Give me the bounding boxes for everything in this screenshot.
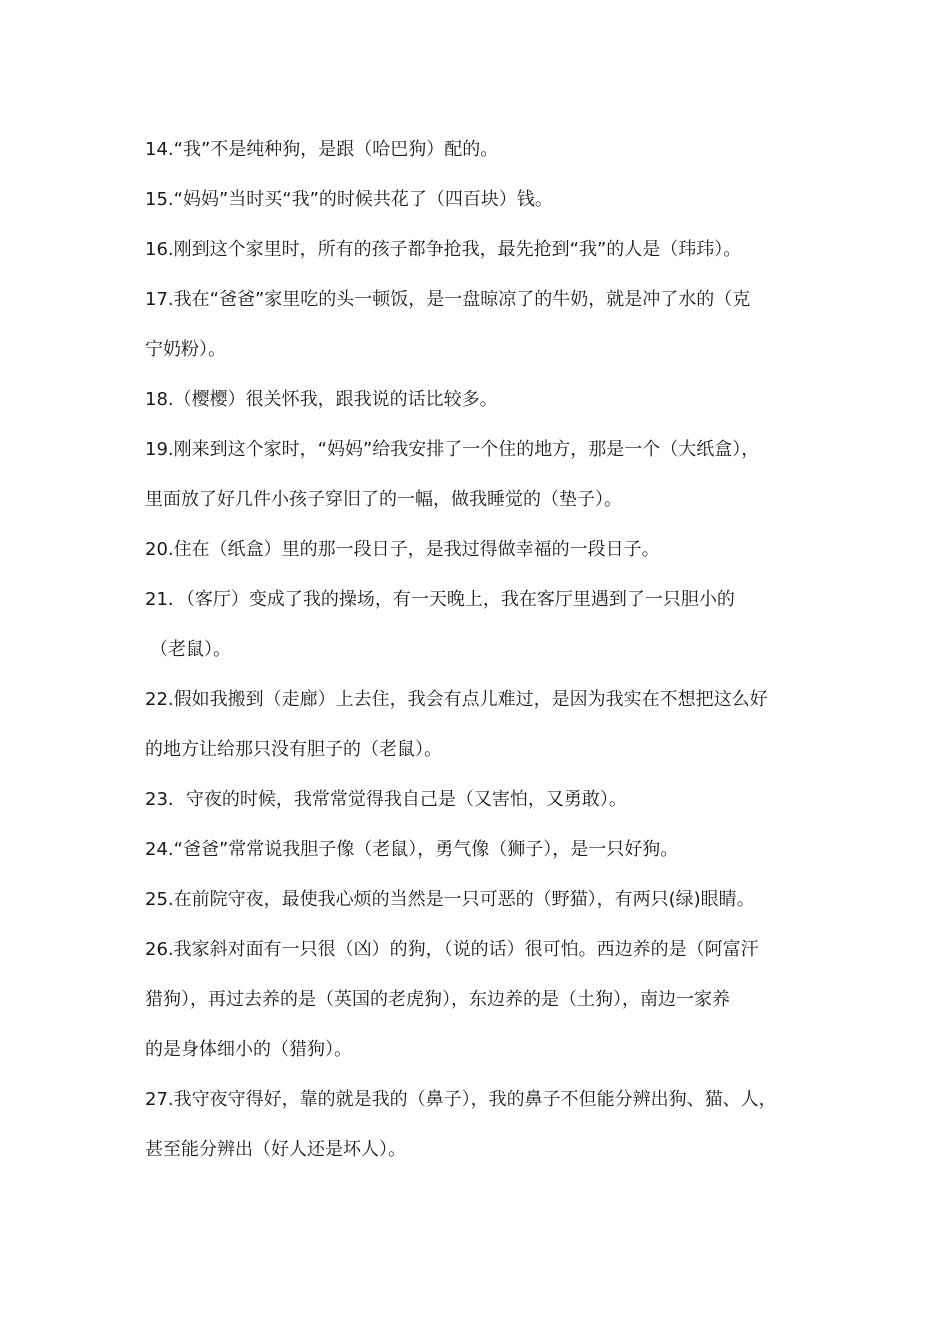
text-line: （老鼠）。 bbox=[150, 639, 231, 660]
text-line: 里面放了好几件小孩子穿旧了的一幅，做我睡觉的（垫子）。 bbox=[145, 489, 622, 510]
text-line: 的是身体细小的（猎狗）。 bbox=[145, 1039, 352, 1060]
text-line: 24.“爸爸”常常说我胆子像（老鼠），勇气像（狮子），是一只好狗。 bbox=[145, 839, 679, 860]
text-line: 14.“我”不是纯种狗，是跟（哈巴狗）配的。 bbox=[145, 139, 499, 160]
text-line: 甚至能分辨出（好人还是坏人）。 bbox=[145, 1139, 406, 1160]
text-line: 23．守夜的时候，我常常觉得我自己是（又害怕，又勇敢）。 bbox=[145, 789, 627, 810]
text-line: 猎狗），再过去养的是（英国的老虎狗），东边养的是（土狗），南边一家养 bbox=[145, 989, 730, 1010]
text-line: 18.（樱樱）很关怀我，跟我说的话比较多。 bbox=[145, 389, 498, 410]
text-line: 15.“妈妈”当时买“我”的时候共花了（四百块）钱。 bbox=[145, 189, 553, 210]
text-line: 的地方让给那只没有胆子的（老鼠）。 bbox=[145, 739, 442, 760]
text-line: 25.在前院守夜，最使我心烦的当然是一只可恶的（野猫），有两只(绿)眼睛。 bbox=[145, 889, 755, 910]
text-line: 27.我守夜守得好，靠的就是我的（鼻子），我的鼻子不但能分辨出狗、猫、人， bbox=[145, 1089, 777, 1110]
text-line: 20.住在（纸盒）里的那一段日子，是我过得做幸福的一段日子。 bbox=[145, 539, 660, 560]
text-line: 21．（客厅）变成了我的操场，有一天晚上，我在客厅里遇到了一只胆小的 bbox=[145, 589, 735, 610]
text-line: 17.我在“爸爸”家里吃的头一顿饭，是一盘晾凉了的牛奶，就是冲了水的（克 bbox=[145, 289, 751, 310]
text-line: 26.我家斜对面有一只很（凶）的狗，（说的话）很可怕。西边养的是（阿富汗 bbox=[145, 939, 759, 960]
text-line: 16.刚到这个家里时，所有的孩子都争抢我，最先抢到“我”的人是（玮玮）。 bbox=[145, 239, 742, 260]
text-line: 宁奶粉）。 bbox=[145, 339, 226, 360]
text-line: 22.假如我搬到（走廊）上去住，我会有点儿难过，是因为我实在不想把这么好 bbox=[145, 689, 768, 710]
text-line: 19.刚来到这个家时，“妈妈”给我安排了一个住的地方，那是一个（大纸盒）， bbox=[145, 439, 760, 460]
